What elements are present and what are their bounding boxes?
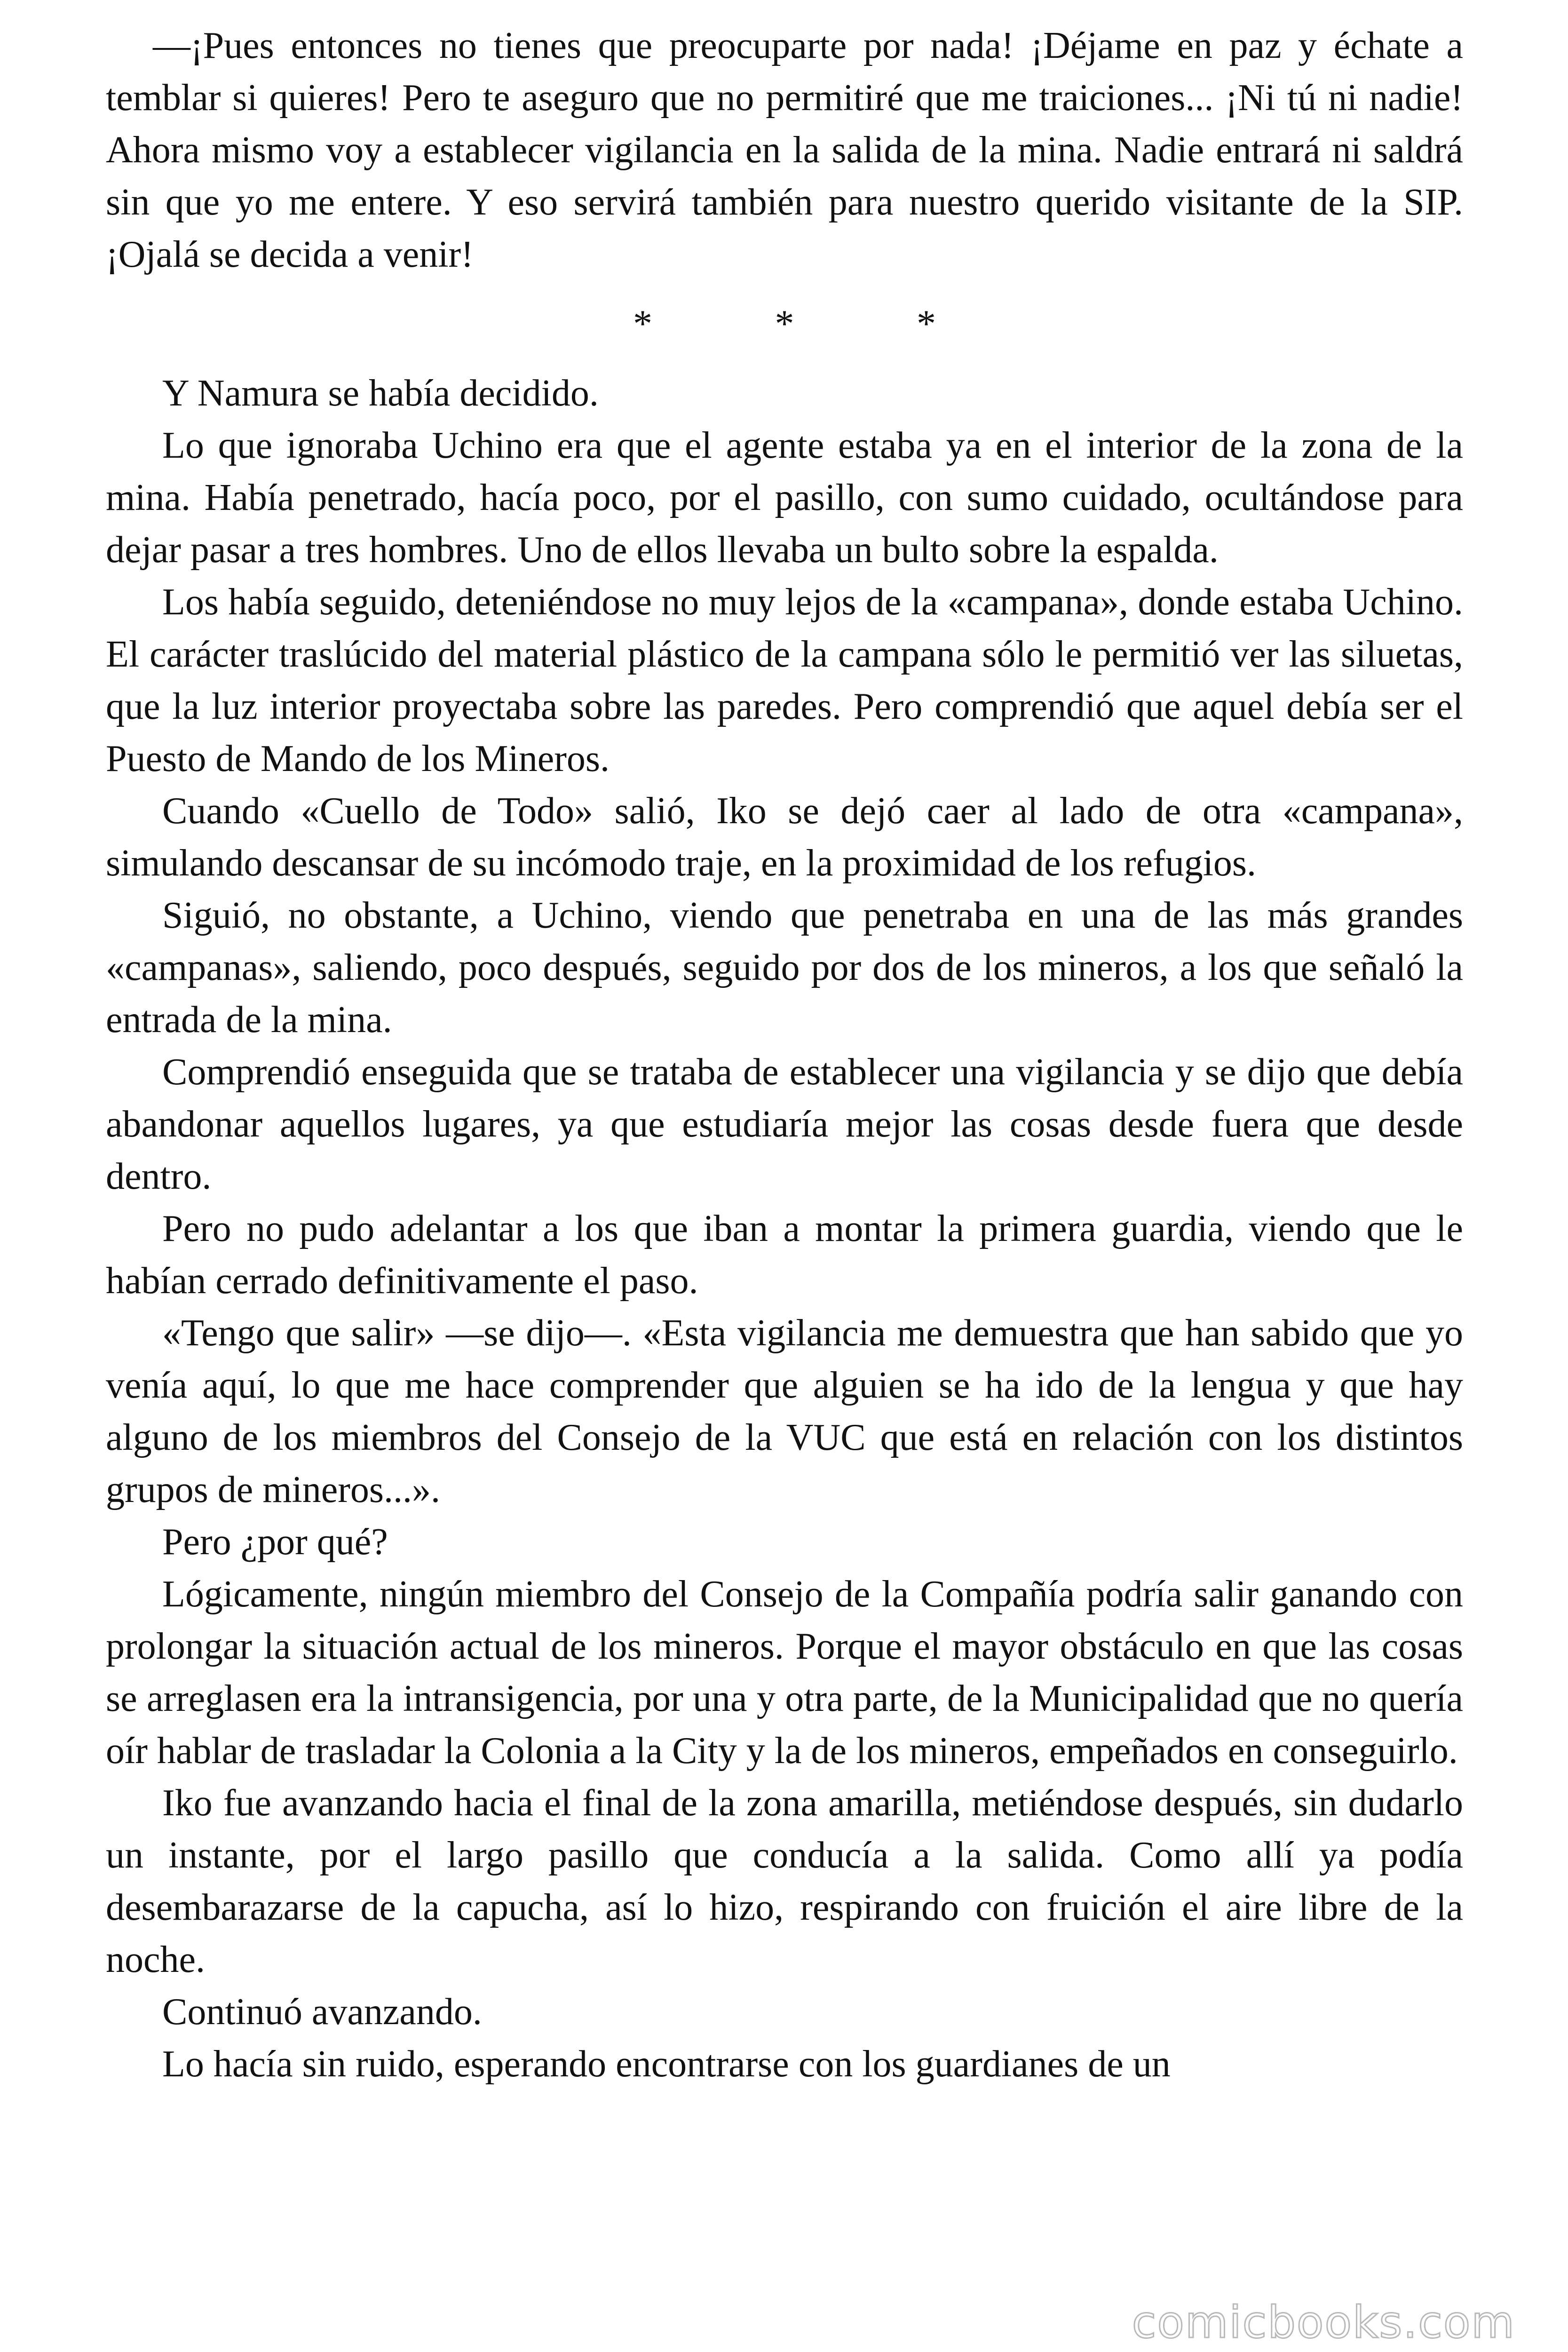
paragraph-6: Siguió, no obstante, a Uchino, viendo que penetraba en una de las más grandes «campanas», saliendo, poco después, seguido por dos de los mineros, a los que señaló la entrada de la mina. bbox=[106, 895, 1463, 1041]
paragraph-14: Lo hacía sin ruido, esperando encontrarse con los guardianes de un bbox=[162, 2043, 1171, 2085]
paragraph-3: Lo que ignoraba Uchino era que el agente estaba ya en el interior de la zona de la mina. Había penetrado, hacía poco, por el pasillo, con sumo cuidado, ocultándose para dejar pasar a tres hombres. Uno de ellos llevaba un bulto sobre la espalda. bbox=[106, 425, 1463, 571]
watermark-logo: comicbooks.com bbox=[1132, 2297, 1515, 2348]
paragraph-1: —¡Pues entonces no tienes que preocuparte por nada! ¡Déjame en paz y échate a temblar si quieres! Pero te aseguro que no permitiré que me traiciones... ¡Ni tú ni nadie! Ahora mismo voy a establecer vigilancia en la salida de la mina. Nadie entrará ni saldrá sin que yo me entere. Y eso servirá también para nuestro querido visitante de la SIP. ¡Ojalá se decida a venir! bbox=[106, 25, 1463, 275]
paragraph-7: Comprendió enseguida que se trataba de establecer una vigilancia y se dijo que debía abandonar aquellos lugares, ya que estudiaría mejor las cosas desde fuera que desde dentro. bbox=[106, 1051, 1463, 1197]
paragraph-5: Cuando «Cuello de Todo» salió, Iko se dejó caer al lado de otra «campana», simulando descansar de su incómodo traje, en la proximidad de los refugios. bbox=[106, 790, 1463, 884]
paragraph-2: Y Namura se había decidido. bbox=[162, 373, 599, 414]
scene-separator: * * * bbox=[633, 302, 992, 345]
paragraph-11: Lógicamente, ningún miembro del Consejo de la Compañía podría salir ganando con prolongar la situación actual de los mineros. Porque el mayor obstáculo en que las cosas se arreglasen era la intransigencia, por una y otra parte, de la Municipalidad que no quería oír hablar de trasladar la Colonia a la City y la de los mineros, empeñados en conseguirlo. bbox=[106, 1573, 1463, 1772]
paragraph-10: Pero ¿por qué? bbox=[162, 1521, 388, 1563]
paragraph-9: «Tengo que salir» —se dijo—. «Esta vigilancia me demuestra que han sabido que yo venía aquí, lo que me hace comprender que alguien se ha ido de la lengua y que hay alguno de los miembros del Consejo de la VUC que está en relación con los distintos grupos de mineros...». bbox=[106, 1312, 1463, 1510]
page-text bbox=[106, 20, 1463, 2090]
paragraph-13: Continuó avanzando. bbox=[162, 1991, 482, 2033]
paragraph-12: Iko fue avanzando hacia el final de la zona amarilla, metiéndose después, sin dudarlo un instante, por el largo pasillo que conducía a la salida. Como allí ya podía desembarazarse de la capucha, así lo hizo, respirando con fruición el aire libre de la noche. bbox=[106, 1782, 1463, 1980]
paragraph-8: Pero no pudo adelantar a los que iban a montar la primera guardia, viendo que le habían cerrado definitivamente el paso. bbox=[106, 1208, 1463, 1302]
paragraph-4: Los había seguido, deteniéndose no muy lejos de la «campana», donde estaba Uchino. El carácter traslúcido del material plástico de la campana sólo le permitió ver las siluetas, que la luz interior proyectaba sobre las paredes. Pero comprendió que aquel debía ser el Puesto de Mando de los Mineros. bbox=[106, 581, 1463, 779]
